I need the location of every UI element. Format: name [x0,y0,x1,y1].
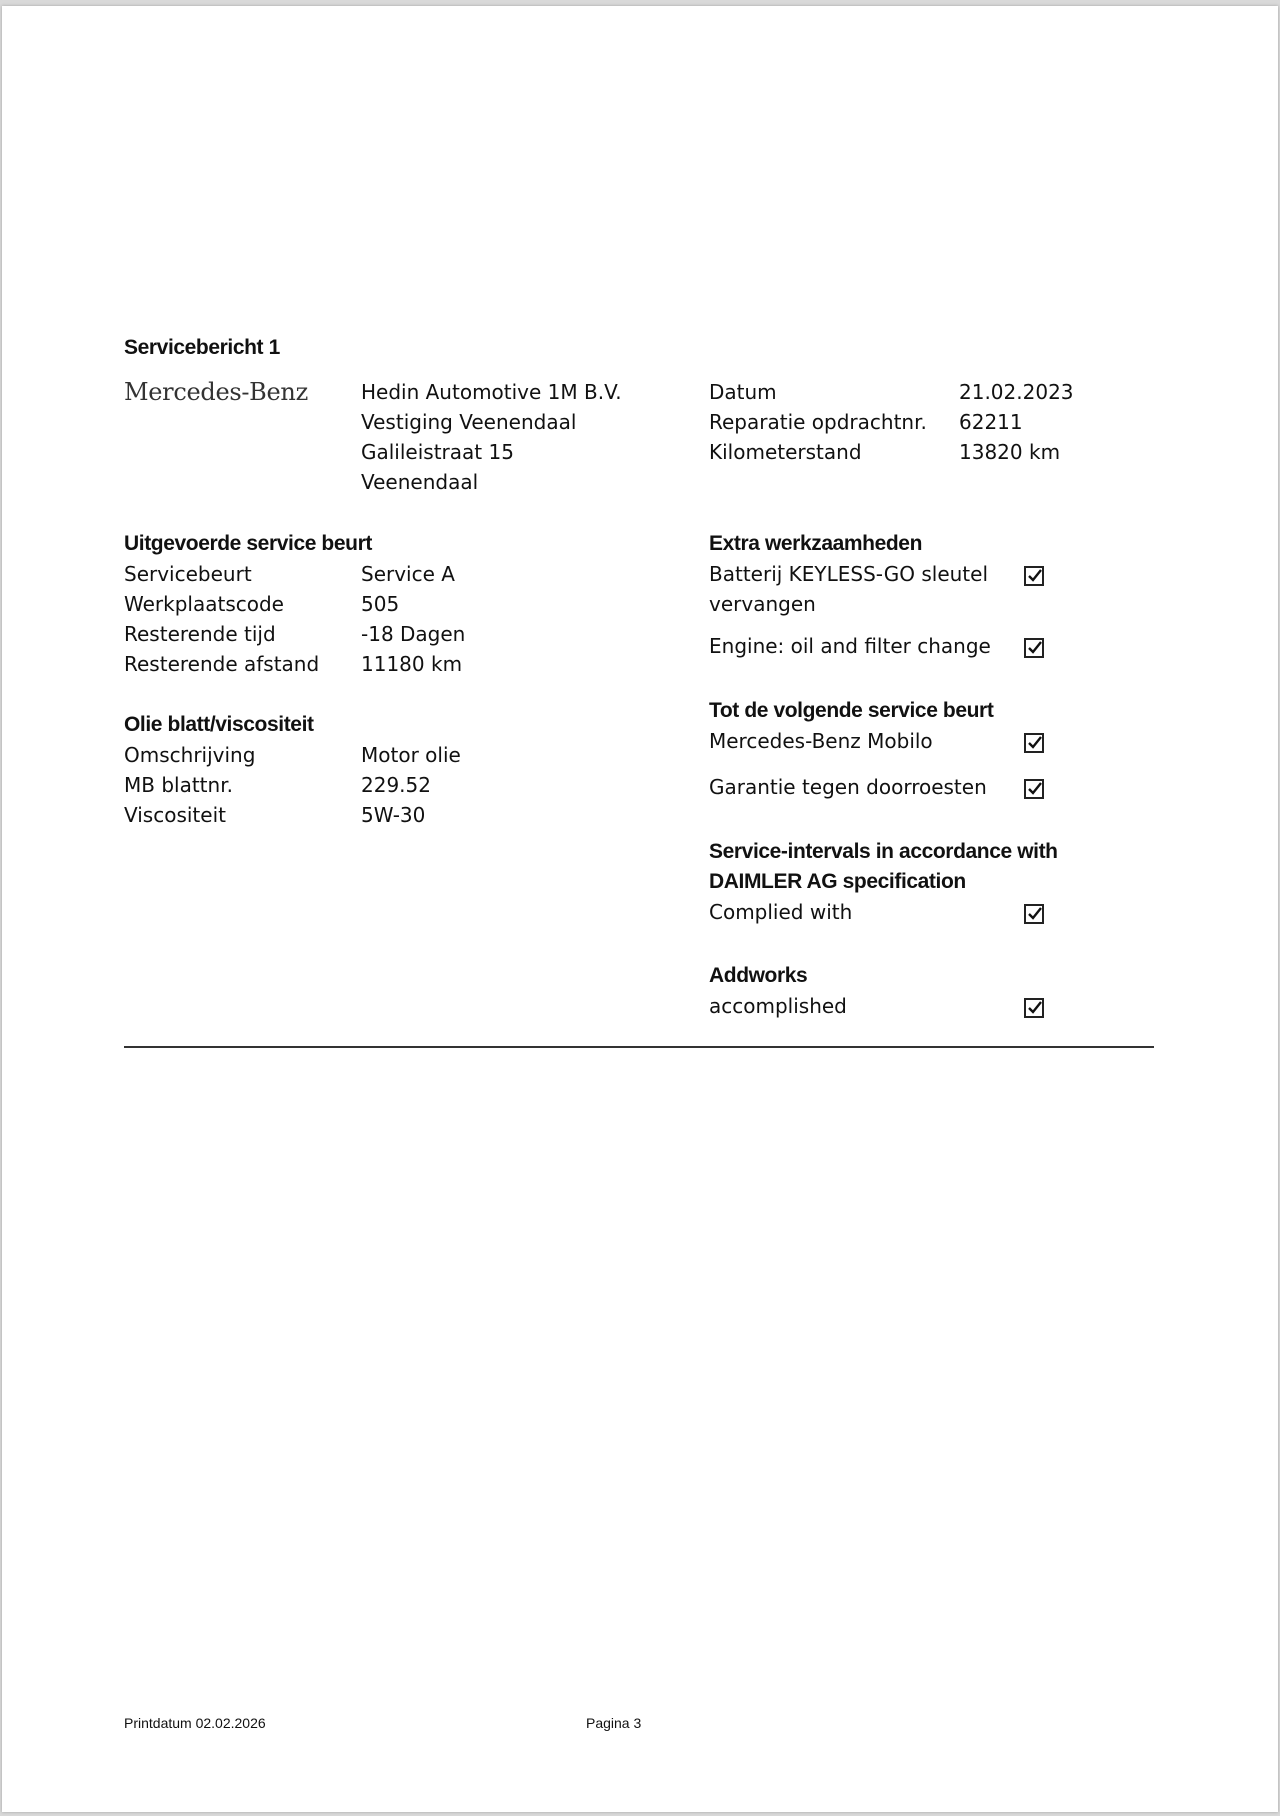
mb-sheet-label: MB blattnr. [124,773,233,797]
checkmark-icon [1027,640,1043,656]
document-page [2,6,1278,1812]
mileage-value: 13820 km [959,440,1061,464]
date-value: 21.02.2023 [959,380,1074,404]
viscosity-label: Viscositeit [124,803,226,827]
intervals-heading-line2: DAIMLER AG specification [709,870,966,893]
checkmark-icon [1027,781,1043,797]
workshop-code-label: Werkplaatscode [124,592,284,616]
date-label: Datum [709,380,777,404]
dealer-street: Galileistraat 15 [361,440,514,464]
oil-heading: Olie blatt/viscositeit [124,713,314,736]
extra-item-1-line1: Batterij KEYLESS-GO sleutel [709,562,989,586]
extra-item-2-line1: Engine: oil and filter change [709,634,991,658]
extra-item-1-line2: vervangen [709,592,816,616]
print-date: Printdatum 02.02.2026 [124,1715,266,1731]
oil-description-label: Omschrijving [124,743,256,767]
addworks-item: accomplished [709,994,847,1018]
repair-order-label: Reparatie opdrachtnr. [709,410,927,434]
next-heading: Tot de volgende service beurt [709,699,994,722]
service-value: Service A [361,562,455,586]
checkmark-icon [1027,1000,1043,1016]
checkbox-rust-guarantee[interactable] [1024,779,1044,799]
repair-order-value: 62211 [959,410,1023,434]
checkbox-oil-filter[interactable] [1024,638,1044,658]
document-title: Servicebericht 1 [124,336,280,359]
oil-description-value: Motor olie [361,743,461,767]
dealer-branch: Vestiging Veenendaal [361,410,577,434]
addworks-heading: Addworks [709,964,808,987]
checkbox-keyless-go[interactable] [1024,566,1044,586]
checkmark-icon [1027,735,1043,751]
dealer-name: Hedin Automotive 1M B.V. [361,380,622,404]
workshop-code-value: 505 [361,592,400,616]
checkmark-icon [1027,906,1043,922]
service-label: Servicebeurt [124,562,252,586]
page-number: Pagina 3 [586,1715,642,1731]
checkbox-complied[interactable] [1024,904,1044,924]
mb-sheet-value: 229.52 [361,773,431,797]
remaining-distance-label: Resterende afstand [124,652,320,676]
mileage-label: Kilometerstand [709,440,862,464]
viscosity-value: 5W-30 [361,803,426,827]
checkbox-mobilo[interactable] [1024,733,1044,753]
mercedes-benz-logo: Mercedes-Benz [124,378,308,406]
next-item-1: Mercedes-Benz Mobilo [709,729,933,753]
remaining-time-label: Resterende tijd [124,622,276,646]
remaining-distance-value: 11180 km [361,652,463,676]
intervals-item: Complied with [709,900,853,924]
dealer-city: Veenendaal [361,470,479,494]
intervals-heading-line1: Service-intervals in accordance with [709,840,1058,863]
section-divider [124,1046,1154,1048]
service-heading: Uitgevoerde service beurt [124,532,372,555]
checkmark-icon [1027,568,1043,584]
next-item-2: Garantie tegen doorroesten [709,775,987,799]
remaining-time-value: -18 Dagen [361,622,466,646]
extra-heading: Extra werkzaamheden [709,532,923,555]
checkbox-accomplished[interactable] [1024,998,1044,1018]
